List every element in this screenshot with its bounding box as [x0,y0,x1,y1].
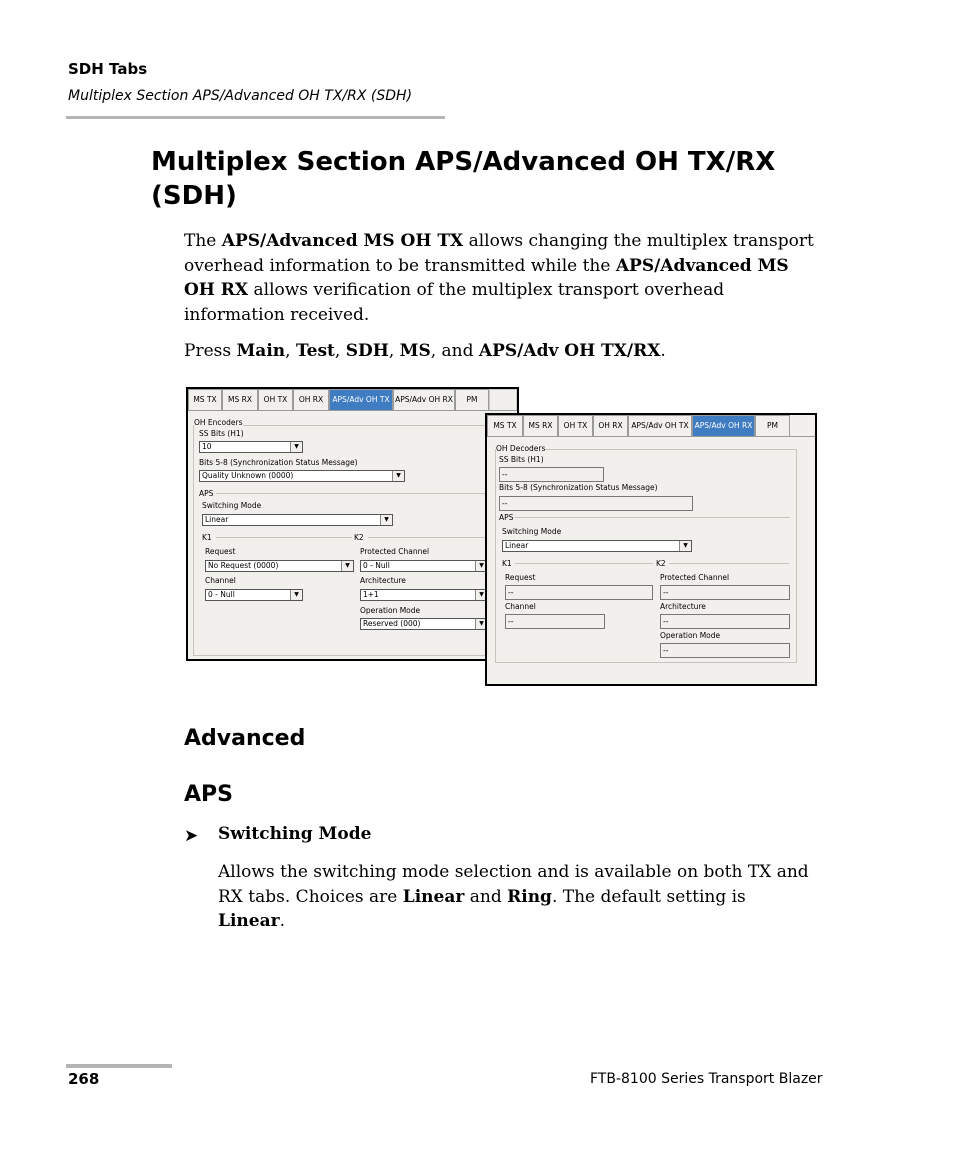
tx-tab-empty [489,389,517,410]
heading-advanced: Advanced [184,726,306,751]
rx-tab-strip [487,415,790,437]
running-header-subtitle: Multiplex Section APS/Advanced OH TX/RX (SDH) [68,88,413,104]
press-sep-5: . [660,341,666,361]
chevron-down-icon: ▼ [475,619,487,629]
rx-tab-pm[interactable]: PM [755,415,790,436]
intro-text-2: allows changing the multiplex transport overhead information to be transmitted while the [184,231,814,276]
bullet-title: Switching Mode [218,824,372,844]
rx-tab-oh-rx[interactable]: OH RX [593,415,628,436]
chevron-down-icon: ▼ [290,590,302,600]
tx-protected-channel-select[interactable] [360,560,488,572]
rx-channel-field: -- [505,614,605,629]
intro-bold-tx: APS/Advanced MS OH TX [221,231,464,251]
tx-channel-select[interactable] [205,589,303,601]
intro-text-3: allows verification of the multiplex transport overhead information received. [184,280,725,325]
press-sdh: SDH [345,341,389,361]
intro-text-1: The [184,231,222,251]
press-sep-3: , [388,341,400,361]
tx-protected-channel-label: Protected Channel [360,547,430,556]
rx-protected-channel-label: Protected Channel [660,573,730,582]
rx-k1-label: K1 [502,559,512,568]
bullet-description [218,860,818,934]
press-sep-2: , [334,341,346,361]
tx-k1-separator [216,537,352,538]
rx-panel-screenshot [485,413,817,686]
tx-switching-mode-label: Switching Mode [202,501,262,510]
tx-architecture-select[interactable] [360,589,488,601]
tx-operation-mode-value: Reserved (000) [363,619,421,628]
tx-ss-bits-label: SS Bits (H1) [199,429,244,438]
heading-aps: APS [184,782,233,807]
rx-operation-mode-field: -- [660,643,790,658]
rx-tab-ms-tx[interactable]: MS TX [487,415,523,436]
footer-document-title: FTB-8100 Series Transport Blazer [590,1071,823,1087]
chevron-down-icon: ▼ [341,561,353,571]
rx-switching-mode-select[interactable] [502,540,692,552]
chevron-down-icon: ▼ [475,590,487,600]
tx-bits58-select[interactable] [199,470,405,482]
tx-oh-encoders-label: OH Encoders [194,418,243,427]
tx-bits58-value: Quality Unknown (0000) [202,471,294,480]
desc-bold-default: Linear [218,911,280,932]
tx-tab-oh-rx[interactable]: OH RX [293,389,329,410]
tx-switching-mode-select[interactable] [202,514,393,526]
chevron-down-icon: ▼ [290,442,302,452]
tx-k1-label: K1 [202,533,212,542]
intro-bold-rx: APS/Advanced MS OH RX [184,255,789,301]
rx-oh-decoders-label: OH Decoders [496,444,546,453]
tx-ss-bits-value: 10 [202,442,212,451]
tx-ss-bits-select[interactable] [199,441,303,453]
desc-text-3: . The default setting is [551,886,746,907]
press-test: Test [295,341,335,361]
tx-request-select[interactable] [205,560,354,572]
tx-switching-mode-value: Linear [205,515,229,524]
rx-tab-ms-rx[interactable]: MS RX [523,415,558,436]
chevron-down-icon: ▼ [380,515,392,525]
desc-text-1: Allows the switching mode selection and is available on both TX and RX tabs. Choices are [218,862,809,907]
tx-tab-baseline [188,410,517,411]
tx-channel-label: Channel [205,576,236,585]
tx-tab-ms-rx[interactable]: MS RX [222,389,258,410]
rx-ss-bits-label: SS Bits (H1) [499,455,544,464]
rx-switching-mode-value: Linear [505,541,529,550]
rx-k2-separator [669,563,789,564]
rx-protected-channel-field: -- [660,585,790,600]
desc-text-2: and [464,886,508,907]
chevron-down-icon: ▼ [392,471,404,481]
rx-architecture-label: Architecture [660,602,706,611]
tx-tab-oh-tx[interactable]: OH TX [258,389,293,410]
chevron-down-icon: ▼ [475,561,487,571]
tx-tab-pm[interactable]: PM [455,389,489,410]
rx-bits58-field: -- [499,496,693,511]
press-sep-4: , and [430,341,479,361]
rx-tab-aps-adv-oh-rx[interactable]: APS/Adv OH RX [692,415,755,436]
tx-bits58-label: Bits 5-8 (Synchronization Status Message) [199,458,358,467]
desc-bold-linear: Linear [402,886,465,907]
rx-request-label: Request [505,573,536,582]
tx-architecture-value: 1+1 [363,590,379,599]
tx-tab-ms-tx[interactable]: MS TX [188,389,222,410]
rx-ss-bits-field: -- [499,467,604,482]
rx-operation-mode-label: Operation Mode [660,631,721,640]
rx-k2-label: K2 [656,559,666,568]
header-rule [66,116,445,119]
rx-bits58-label: Bits 5-8 (Synchronization Status Message) [499,483,658,492]
tx-aps-label: APS [199,489,214,498]
tx-k2-label: K2 [354,533,364,542]
rx-tab-baseline [487,436,815,437]
press-sep-1: , [285,341,296,361]
chevron-down-icon: ▼ [679,541,691,551]
tx-operation-mode-label: Operation Mode [360,606,421,615]
press-aps-adv: APS/Adv OH TX/RX [478,341,661,361]
running-header-section: SDH Tabs [68,60,148,78]
tx-operation-mode-select[interactable] [360,618,488,630]
desc-bold-ring: Ring [507,886,552,907]
press-main: Main [236,341,286,361]
tx-aps-separator [216,493,512,494]
tx-tab-aps-adv-oh-rx[interactable]: APS/Adv OH RX [393,389,455,410]
page-number: 268 [68,1070,100,1088]
rx-architecture-field: -- [660,614,790,629]
tx-request-label: Request [205,547,236,556]
page-title: Multiplex Section APS/Advanced OH TX/RX (SDH) [151,147,776,211]
rx-channel-label: Channel [505,602,536,611]
desc-text-4: . [279,911,285,932]
tx-architecture-label: Architecture [360,576,406,585]
tx-protected-channel-value: 0 - Null [363,561,390,570]
tx-panel-screenshot [186,387,519,661]
rx-aps-label: APS [499,513,514,522]
tx-request-value: No Request (0000) [208,561,279,570]
tx-channel-value: 0 - Null [208,590,235,599]
bullet-arrow-icon: ➤ [184,826,199,846]
footer-rule [66,1064,172,1068]
tx-tab-strip [188,389,517,411]
rx-switching-mode-label: Switching Mode [502,527,562,536]
press-ms: MS [399,341,431,361]
rx-request-field: -- [505,585,653,600]
tx-tab-aps-adv-oh-tx[interactable]: APS/Adv OH TX [329,389,393,410]
intro-paragraph [184,229,824,327]
rx-tab-aps-adv-oh-tx[interactable]: APS/Adv OH TX [628,415,692,436]
press-text: Press [184,341,237,361]
rx-aps-separator [515,517,790,518]
rx-k1-separator [515,563,653,564]
rx-tab-oh-tx[interactable]: OH TX [558,415,593,436]
press-instruction [184,339,824,364]
